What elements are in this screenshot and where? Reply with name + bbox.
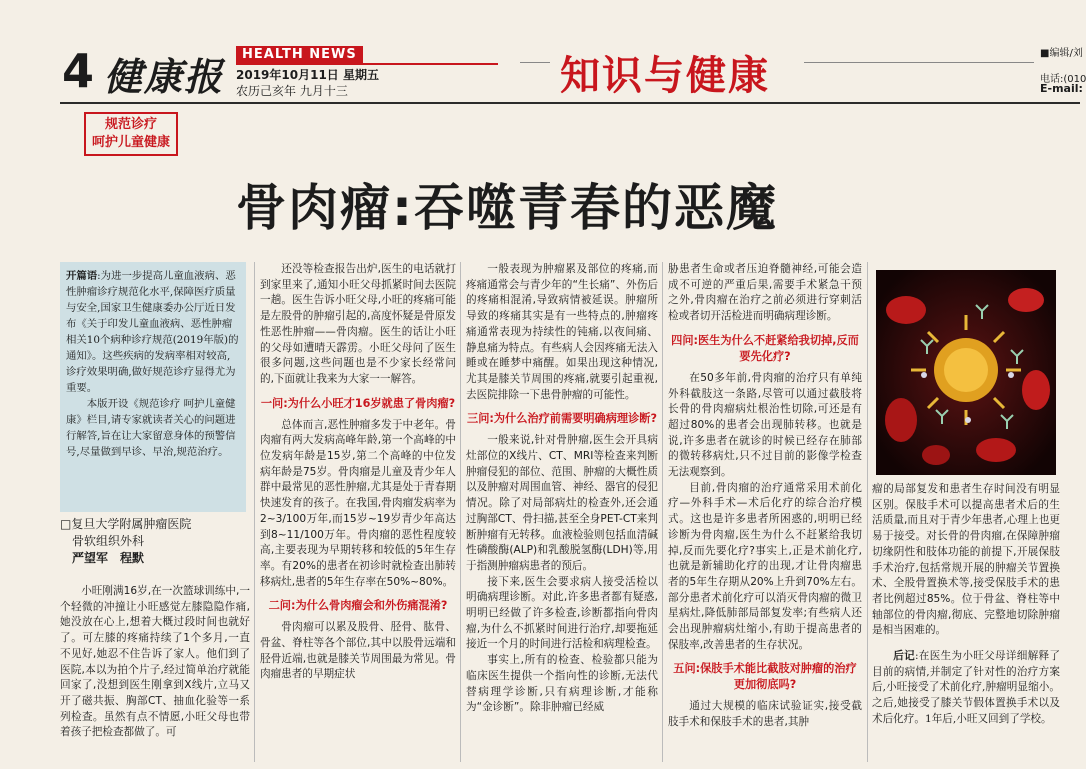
intro-text: :为进一步提高儿童血液病、恶性肿瘤诊疗规范化水平,保障医疗质量与安全,国家卫生健康委办公厅近日发布《关于印发儿童血液病、恶性肿瘤相关10个病种诊疗规范(2019年版)的通知》。这些疾病的发病率相对较高,诊疗效果明确,做好规范诊疗显得尤为重要。 <box>66 270 239 394</box>
author-org: □复旦大学附属肿瘤医院 <box>60 517 192 531</box>
paper-logo: 健康报 <box>104 54 225 99</box>
article-column-4 <box>668 262 862 767</box>
column-divider <box>662 262 663 762</box>
lunar-date: 农历己亥年 九月十三 <box>236 84 348 98</box>
question-4-heading: 四问:医生为什么不赶紧给我切掉,反而要先化疗? <box>671 333 859 363</box>
section-title: 知识与健康 <box>560 53 770 99</box>
author-names: 严望军 程默 <box>72 551 145 565</box>
page-number: 4 <box>62 44 95 98</box>
title-rule-right <box>804 62 1034 63</box>
column-divider <box>867 262 868 762</box>
tumor-cell-illustration <box>876 270 1056 475</box>
column-tag <box>84 112 178 156</box>
column-tag-line1: 规范诊疗 <box>105 117 158 132</box>
col4-paragraph: 目前,骨肉瘤的治疗通常采用术前化疗—外科手术—术后化疗的综合治疗模式。这也是许多患者所困惑的,明明已经诊断为骨肉瘤,医生为什么不赶紧给我切掉,反而先要化疗?事实上,正是术前化疗,也就是新辅助化疗的出现,才让骨肉瘤患者的5年生存期从20%上升到70%左右。部分患者术前化疗可以消灭骨肉瘤的微卫星病灶,降低肺部局部复发率;有些病人还会出现肿瘤病灶缩小,有助于提高患者的保肢率,改善患者的生存状况。 <box>668 481 862 651</box>
section-tag: HEALTH NEWS <box>236 46 363 63</box>
col3-paragraph: 一般来说,针对骨肿瘤,医生会开具病灶部位的X线片、CT、MRI等检查来判断肿瘤侵犯的部位、范围、肿瘤的大概性质以及肿瘤对周围血管、神经、器官的侵犯情况。除了对局部病灶的检查外,还会通过胸部CT、骨扫描,甚至全身PET-CT来判断肿瘤有无转移。血液检验则包括血清碱性磷酸酶(ALP)和乳酸脱氢酶(LDH)等,用于指测肿瘤病患者的预后。 <box>466 434 658 572</box>
column-divider <box>460 262 461 762</box>
author-dept: 骨软组织外科 <box>72 534 145 548</box>
question-1-heading: 一问:为什么小旺才16岁就患了骨肉瘤? <box>260 396 456 410</box>
story-opening: 小旺刚满16岁,在一次篮球训练中,一个轻微的冲撞让小旺感觉左膝隐隐作痛,她没放在心上,想着大概过段时间也就好了。可左膝的疼痛持续了1个多月,一直不见好,她忍不住告诉了家人。他们到了医院,本以为拍个片子,经过简单治疗就能回家了,没想到医生刚拿到X线片,立马又开了磁共振、胸部CT、抽血化验等一系列检查。虽然有点不情愿,小旺父母也带着孩子把检查都做了。可 <box>60 585 250 739</box>
contact-phone: 电话:(010 <box>1040 74 1086 85</box>
article-column-3 <box>466 262 658 767</box>
masthead-rule <box>236 63 498 65</box>
col4-paragraph: 通过大规模的临床试验证实,接受截肢手术和保肢手术的患者,其肿 <box>668 700 862 729</box>
headline: 骨肉瘤:吞噬青春的恶魔 <box>236 179 778 237</box>
col3-paragraph: 事实上,所有的检查、检验都只能为临床医生提供一个指向性的诊断,无法代替病理学诊断,只有病理诊断,才能称为“金诊断”。除非肿瘤已经威 <box>466 654 658 714</box>
col5-paragraph: 瘤的局部复发和患者生存时间没有明显区别。保肢手术可以提高患者术后的生活质量,而且对于青少年患者,心理上也更易于接受。对长骨的骨肉瘤,在保障肿瘤切缘阴性和肢体功能的前提下,开展保肢手术治疗,包括常规开展的肿瘤关节置换术、全股骨置换术等,接受保肢手术的患者比例超过85%。位于骨盆、脊柱等中轴部位的骨肉瘤,彻底、完整地切除肿瘤是相当困难的。 <box>872 483 1060 637</box>
tumor-cell-illustration-svg <box>876 270 1056 475</box>
afterword-text: :在医生为小旺父母详细解释了目前的病情,并制定了针对性的治疗方案后,小旺接受了术前化疗,肿瘤明显缩小。之后,她接受了膝关节假体置换手术以及术后化疗。1年后,小旺又回到了学校。 <box>872 650 1060 725</box>
col3-paragraph: 接下来,医生会要求病人接受活检以明确病理诊断。对此,许多患者都有疑惑,明明已经做了许多检查,诊断都指向骨肉瘤,为什么不抓紧时间进行治疗,却要拖延接近一个月的时间进行活检和病理检查。 <box>466 575 658 651</box>
question-2-heading: 二问:为什么骨肉瘤会和外伤痛混淆? <box>268 599 448 613</box>
afterword <box>872 649 1060 728</box>
author-block <box>60 516 250 567</box>
article-column-2 <box>260 262 456 767</box>
editor-credit: ■编辑/刘 <box>1040 48 1083 59</box>
column-tag-line2: 呵护儿童健康 <box>92 135 171 150</box>
issue-date: 2019年10月11日 星期五 <box>236 68 379 82</box>
col3-paragraph: 一般表现为肿瘤累及部位的疼痛,而疼痛通常会与青少年的“生长痛”、外伤后的疼痛相混淆,导致病情被延误。肿瘤所导致的疼痛其实是有一些特点的,肿瘤疼痛通常表现为持续性的钝痛,以夜间痛、静息痛为特点。有些病人会因疼痛无法入睡或在睡梦中痛醒。如果出现这种情况,尤其是膝关节周围的疼痛,就要引起重视,去医院排除一下患骨肿瘤的可能性。 <box>466 263 658 401</box>
question-3-heading: 三问:为什么治疗前需要明确病理诊断? <box>467 412 657 426</box>
article-column-5 <box>872 482 1060 767</box>
col2-paragraph: 骨肉瘤可以累及股骨、胫骨、肱骨、骨盆、脊柱等各个部位,其中以股骨远端和胫骨近端,也就是膝关节周围最为常见。骨肉瘤患者的早期症状 <box>260 621 456 681</box>
col2-paragraph: 还没等检查报告出炉,医生的电话就打到家里来了,通知小旺父母抓紧时间去医院一趟。医生告诉小旺父母,小旺的疼痛可能是左股骨的肿瘤引起的,高度怀疑是骨原发性恶性肿瘤——骨肉瘤。医生的话让小旺的父母如遭晴天霹雳。小旺父母问了医生很多问题,这些问题也是不少家长经常问的,下面就让我来为大家一一解答。 <box>260 263 456 385</box>
intro-box <box>60 262 246 512</box>
col4-paragraph: 在50多年前,骨肉瘤的治疗只有单纯外科截肢这一条路,尽管可以通过截肢将长骨的骨肉瘤病灶根治性切除,可还是有超过80%的患者会出现肺转移。也就是说,许多患者在就诊的时候已经存在肺部的微转移病灶,只不过目前的影像学检查无法观察到。 <box>668 371 862 479</box>
masthead-bottom-rule <box>60 102 1080 104</box>
intro-text-2: 本版开设《规范诊疗 呵护儿童健康》栏目,请专家就读者关心的问题进行解答,旨在让大家留意身体的预警信号,尽量做到早诊、早治,规范治疗。 <box>66 398 236 458</box>
question-5-heading: 五问:保肢手术能比截肢对肿瘤的治疗更加彻底吗? <box>673 662 857 692</box>
column-divider <box>254 262 255 762</box>
contact-email: E-mail: <box>1040 82 1083 95</box>
col4-paragraph: 胁患者生命或者压迫脊髓神经,可能会造成不可逆的严重后果,需要手术紧急干预之外,骨肉瘤在治疗之前必须进行穿刺活检或者切开活检进而明确病理诊断。 <box>668 263 862 323</box>
col2-paragraph: 总体而言,恶性肿瘤多发于中老年。骨肉瘤有两大发病高峰年龄,第一个高峰的中位发病年龄是15岁,第二个高峰的中位发病年龄是75岁。骨肉瘤是儿童及青少年人群中最常见的恶性肿瘤,尤其是处于青春期快速发育的孩子。在我国,骨肉瘤发病率为2~3/100万年,而15岁~19岁青少年高达到8~11/100万年。骨肉瘤的恶性程度较高,主要表现为早期转移和较低的5年生存率。有20%的患者在初诊时就检查出肺转移病灶,患者的5年生存率在50%~80%。 <box>260 418 456 588</box>
afterword-lead: 后记 <box>893 650 915 663</box>
intro-lead: 开篇语 <box>66 270 98 282</box>
title-rule-left <box>520 62 550 63</box>
